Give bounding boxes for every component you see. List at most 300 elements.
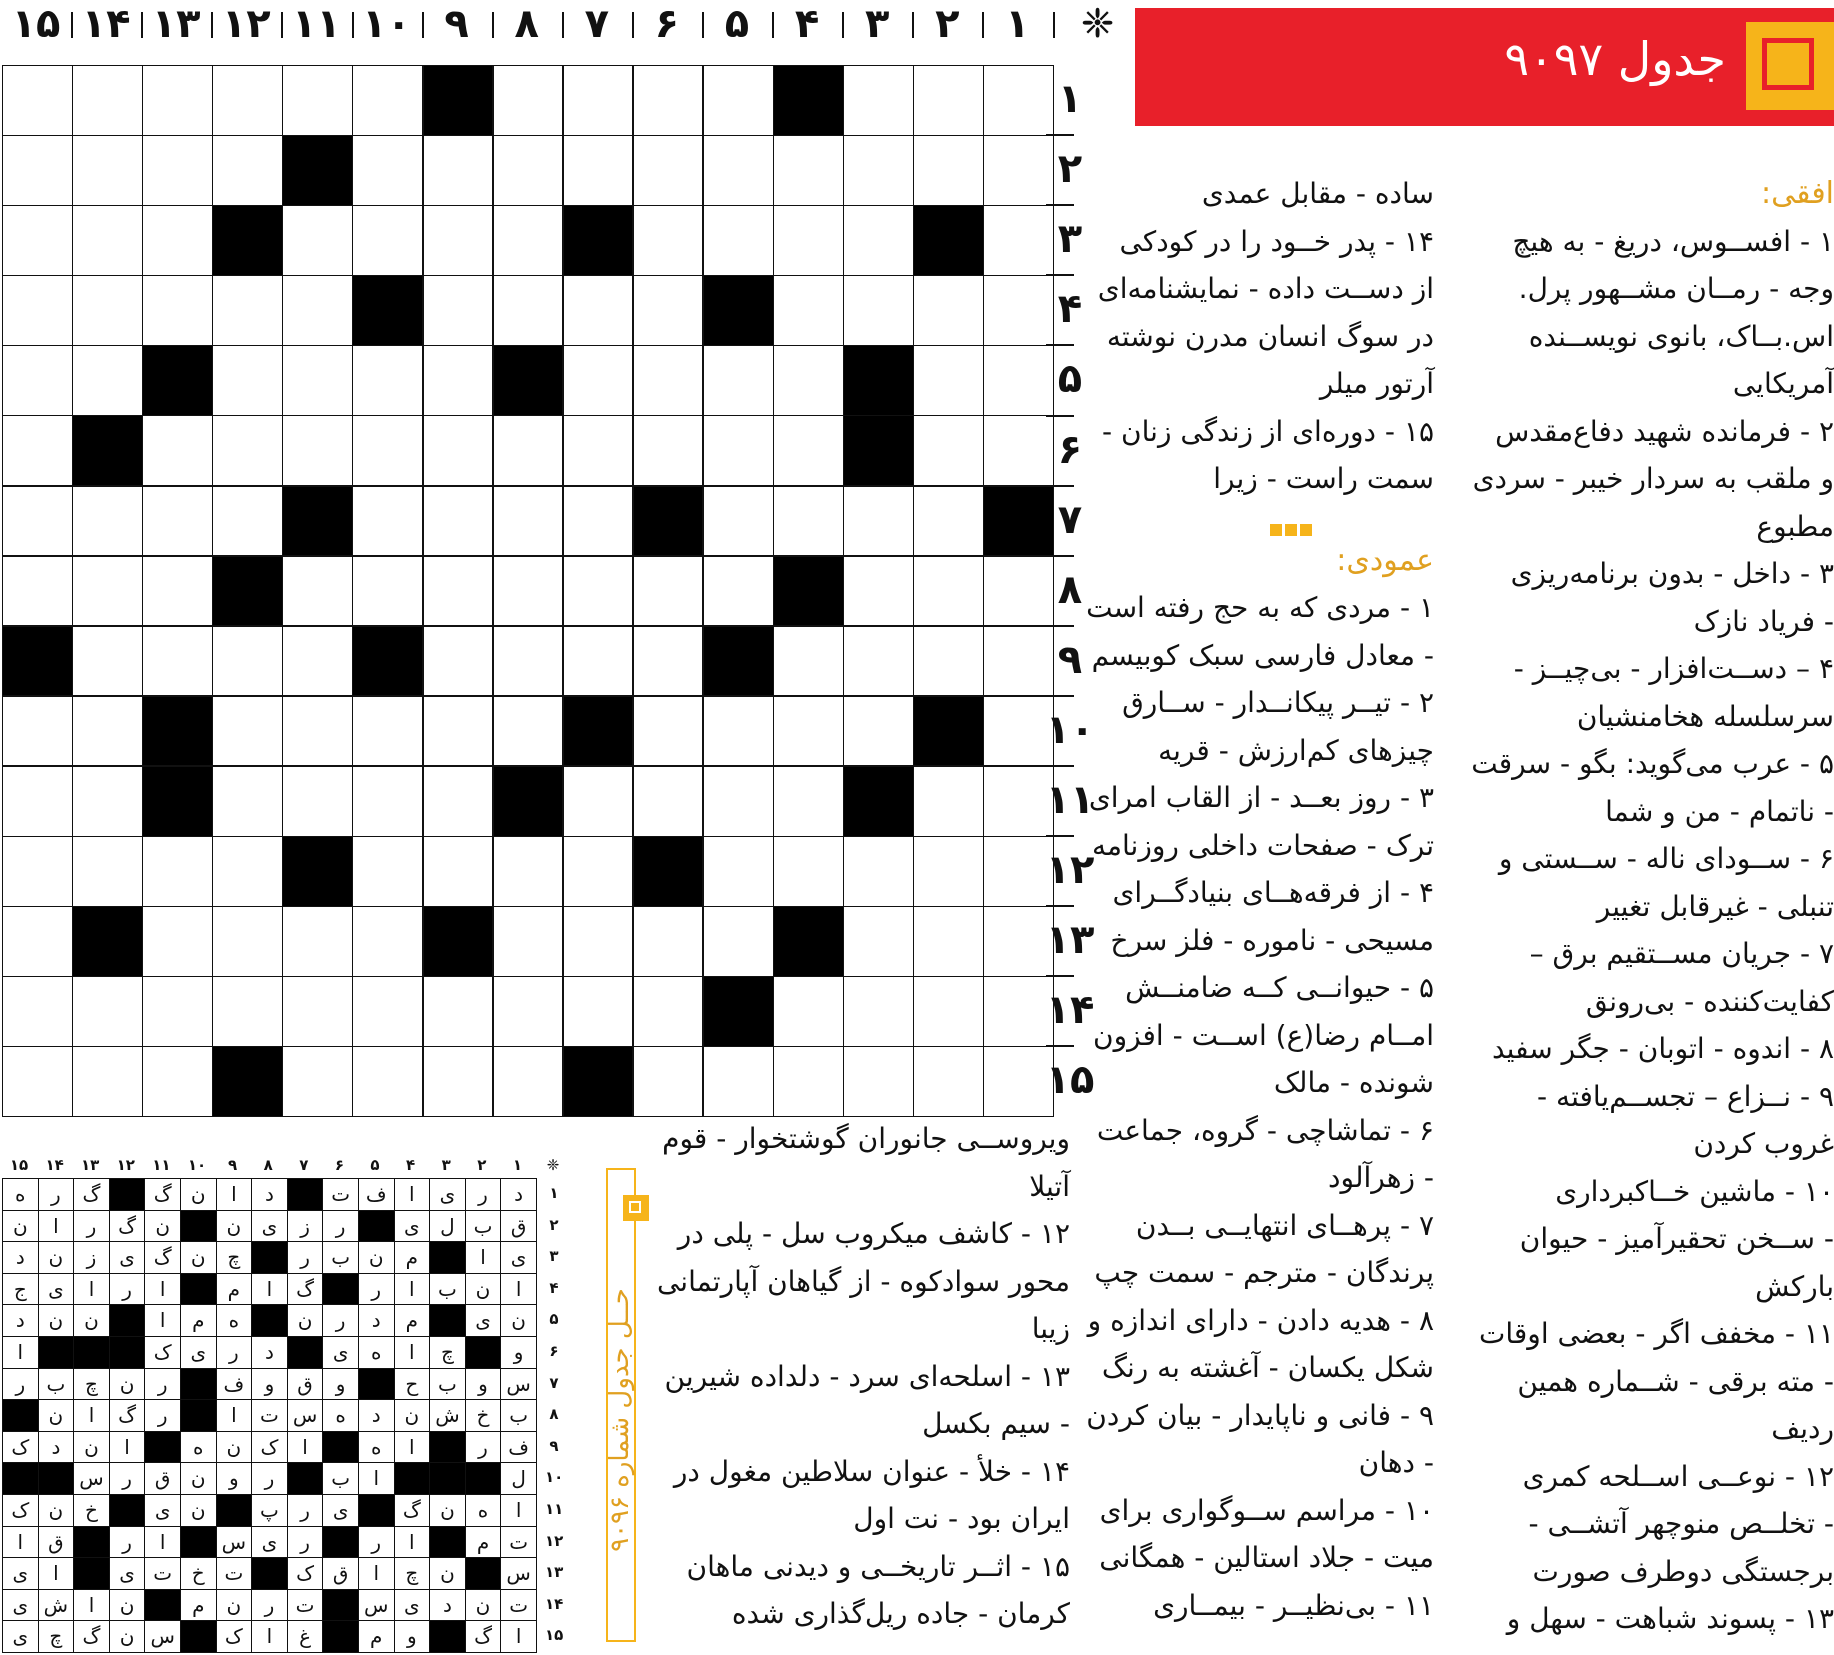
crossword-cell [774, 416, 843, 485]
solution-cell: و [501, 1337, 536, 1368]
solution-cell: ی [395, 1211, 430, 1242]
solution-cell: ا [252, 1621, 287, 1652]
crossword-cell [844, 697, 913, 766]
clue-line: - معادل فارسی سبک کوبیسم [1091, 638, 1434, 672]
solution-cell: ی [501, 1242, 536, 1273]
clue-line: - زهرآلود [1328, 1161, 1434, 1194]
solution-cell [39, 1337, 74, 1368]
solution-cell: ر [110, 1463, 145, 1494]
clue-line: ۱۲ - نوعــی اســلحه کمری [1522, 1459, 1834, 1493]
row-number: ۵ [1057, 356, 1083, 403]
row-divider [1046, 975, 1074, 977]
solution-cell [252, 1305, 287, 1336]
solution-cell: ت [252, 1400, 287, 1431]
solution-cell: چ [395, 1558, 430, 1589]
column-divider [141, 12, 143, 38]
solution-column-number: ۴ [406, 1156, 416, 1174]
crossword-cell [73, 1047, 142, 1116]
solution-cell [3, 1400, 38, 1431]
solution-cell [323, 1274, 358, 1305]
crossword-cell [704, 837, 773, 906]
solution-cell [288, 1337, 323, 1368]
crossword-cell [3, 206, 72, 275]
solution-cell: ر [3, 1369, 38, 1400]
solution-cell [323, 1590, 358, 1621]
crossword-cell [914, 136, 983, 205]
crossword-cell [73, 276, 142, 345]
crossword-cell [704, 416, 773, 485]
crossword-cell [424, 276, 493, 345]
solution-cell: ا [74, 1400, 109, 1431]
crossword-cell [634, 1047, 703, 1116]
column-number: ۴ [794, 1, 820, 47]
solution-cell: ن [217, 1211, 252, 1242]
crossword-cell [283, 557, 352, 626]
clue-line: چیزهای کم‌ارزش - قریه [1158, 733, 1434, 767]
crossword-cell [213, 907, 282, 976]
clue-line: ۲ - فرمانده شهید دفاع‌مقدس [1495, 414, 1834, 448]
solution-row-number: ۵ [549, 1310, 559, 1329]
clue-line: ۲ - تیــر پیکانــدار - ســارق [1122, 686, 1434, 719]
solution-cell: م [217, 1274, 252, 1305]
solution-cell: و [466, 1369, 501, 1400]
crossword-cell [73, 136, 142, 205]
crossword-cell [353, 66, 422, 135]
solution-cell: ا [359, 1558, 394, 1589]
solution-cell: م [466, 1527, 501, 1558]
solution-cell: ن [288, 1305, 323, 1336]
crossword-cell [73, 416, 142, 485]
column-divider [422, 12, 424, 38]
solution-cell: ن [359, 1242, 394, 1273]
solution-cell [74, 1527, 109, 1558]
crossword-cell [564, 346, 633, 415]
crossword-cell [283, 487, 352, 556]
clues-horizontal-column [1471, 170, 1834, 1643]
solution-cell [181, 1274, 216, 1305]
clue-line: ۹ - نــزاع – تجســم‌یافته - [1537, 1079, 1834, 1113]
solution-cell [359, 1369, 394, 1400]
column-number: ۲ [935, 1, 960, 47]
solution-cell: ا [145, 1305, 180, 1336]
solution-cell: چ [39, 1621, 74, 1652]
solution-cell: ا [110, 1432, 145, 1463]
solution-grid [2, 1178, 537, 1653]
column-number: ۷ [584, 1, 609, 47]
solution-cell: ز [74, 1242, 109, 1273]
solution-cell [466, 1337, 501, 1368]
solution-cell: ر [252, 1590, 287, 1621]
crossword-cell [213, 767, 282, 836]
row-divider [1046, 274, 1074, 276]
clue-line: ۱۰ - مراسم ســوگواری برای [1099, 1493, 1434, 1527]
crossword-cell [774, 487, 843, 556]
crossword-cell [914, 627, 983, 696]
clue-line: و ملقب به سردار خیبر - سردی [1472, 462, 1834, 495]
solution-cell: م [359, 1621, 394, 1652]
crossword-cell [353, 206, 422, 275]
solution-cell: و [252, 1369, 287, 1400]
row-number: ۱۳ [1045, 917, 1095, 964]
solution-cell: و [323, 1369, 358, 1400]
clue-line: مطبوع [1756, 509, 1834, 543]
crossword-cell [73, 837, 142, 906]
column-divider [912, 12, 914, 38]
solution-cell: ب [39, 1369, 74, 1400]
clue-line: - مته برقی - شــماره همین [1517, 1364, 1834, 1398]
crossword-cell [143, 557, 212, 626]
crossword-cell [564, 977, 633, 1046]
solution-cell: ر [359, 1274, 394, 1305]
crossword-cell [844, 767, 913, 836]
solution-cell: ت [501, 1527, 536, 1558]
clue-line: ۳ - داخل - بدون برنامه‌ریزی [1510, 557, 1834, 590]
clue-line: ردیف [1771, 1412, 1834, 1445]
clue-line: ۱۳ - اسلحه‌ای سرد - دلداده شیرین [664, 1359, 1070, 1393]
clue-line: میت - جلاد استالین - همگانی [1099, 1541, 1434, 1574]
crossword-cell [353, 627, 422, 696]
clue-line: امــام رضا(ع) اســت - افزون [1093, 1018, 1434, 1052]
solution-cell: ق [323, 1558, 358, 1589]
solution-cell: ف [501, 1432, 536, 1463]
column-divider [702, 12, 704, 38]
crossword-cell [844, 837, 913, 906]
clue-line: ۵ - عرب می‌گوید: بگو - سرقت [1471, 747, 1834, 780]
row-number: ۸ [1057, 566, 1083, 613]
solution-cell: م [181, 1305, 216, 1336]
solution-cell [3, 1463, 38, 1494]
solution-cell: ه [217, 1305, 252, 1336]
solution-cell [110, 1337, 145, 1368]
crossword-cell [283, 346, 352, 415]
crossword-cell [564, 276, 633, 345]
solution-row-number: ۱۱ [545, 1500, 564, 1518]
solution-cell [430, 1463, 465, 1494]
crossword-cell [914, 977, 983, 1046]
solution-cell: ن [39, 1242, 74, 1273]
crossword-cell [353, 907, 422, 976]
crossword-cell [213, 557, 282, 626]
clue-line: ۳ - روز بعــد - از القاب امرای [1088, 781, 1434, 814]
crossword-cell [634, 487, 703, 556]
crossword-cell [704, 487, 773, 556]
crossword-cell [73, 627, 142, 696]
clue-line: ۶ - تماشاچی - گروه، جماعت [1096, 1113, 1434, 1147]
solution-cell [359, 1495, 394, 1526]
solution-column-number: ۷ [299, 1156, 309, 1174]
crossword-cell [634, 206, 703, 275]
solution-cell: ف [217, 1369, 252, 1400]
clue-line: ۱ - مردی که به حج رفته است [1086, 591, 1434, 624]
crossword-cell [143, 136, 212, 205]
clue-line: ترک - صفحات داخلی روزنامه [1092, 828, 1434, 862]
solution-cell: ا [145, 1274, 180, 1305]
solution-cell: ا [395, 1179, 430, 1210]
crossword-cell [634, 697, 703, 766]
crossword-cell [844, 627, 913, 696]
crossword-cell [494, 276, 563, 345]
solution-cell: ا [3, 1337, 38, 1368]
clue-line: آرتور میلر [1319, 367, 1434, 400]
solution-cell: ت [288, 1590, 323, 1621]
crossword-cell [424, 767, 493, 836]
column-divider [982, 12, 984, 38]
solution-cell: پ [252, 1495, 287, 1526]
crossword-cell [424, 136, 493, 205]
column-divider [492, 12, 494, 38]
solution-cell: ا [501, 1495, 536, 1526]
crossword-cell [914, 276, 983, 345]
logo-icon [1746, 22, 1834, 110]
crossword-cell [143, 276, 212, 345]
solution-row-number: ۱۳ [545, 1563, 564, 1582]
solution-cell: غ [288, 1621, 323, 1652]
crossword-cell [283, 837, 352, 906]
solution-cell: ی [323, 1337, 358, 1368]
crossword-cell [424, 1047, 493, 1116]
row-number: ۲ [1057, 146, 1083, 193]
crossword-cell [143, 346, 212, 415]
crossword-cell [353, 346, 422, 415]
solution-cell: ت [501, 1590, 536, 1621]
crossword-cell [353, 767, 422, 836]
solution-cell: ه [323, 1400, 358, 1431]
crossword-cell [634, 276, 703, 345]
solution-cell [466, 1558, 501, 1589]
crossword-cell [424, 697, 493, 766]
crossword-cell [283, 697, 352, 766]
solution-cell: ی [323, 1495, 358, 1526]
solution-cell: ر [288, 1527, 323, 1558]
clue-line: شونده - مالک [1273, 1066, 1434, 1099]
crossword-cell [143, 627, 212, 696]
clue-line: ایران بود - نت اول [853, 1502, 1070, 1535]
column-number: ۶ [654, 1, 680, 47]
crossword-cell [564, 1047, 633, 1116]
solution-cell: چ [74, 1369, 109, 1400]
clue-line: اس.بــاک، بانوی نویســنده [1528, 319, 1834, 353]
solution-cell [110, 1305, 145, 1336]
solution-cell: ه [3, 1179, 38, 1210]
crossword-cell [844, 907, 913, 976]
solution-cell: گ [466, 1621, 501, 1652]
crossword-cell [283, 767, 352, 836]
crossword-cell [704, 136, 773, 205]
crossword-cell [494, 627, 563, 696]
crossword-cell [283, 907, 352, 976]
solution-cell [323, 1432, 358, 1463]
column-number: ۱ [1005, 1, 1030, 47]
crossword-cell [774, 1047, 843, 1116]
solution-cell: گ [145, 1242, 180, 1273]
clue-line: سرسلسله هخامنشیان [1576, 699, 1834, 733]
solution-cell [359, 1211, 394, 1242]
solution-cell: م [181, 1590, 216, 1621]
solution-row-number: ۴ [549, 1278, 559, 1297]
solution-cell: ن [74, 1305, 109, 1336]
column-divider [842, 12, 844, 38]
solution-cell: ح [395, 1369, 430, 1400]
solution-cell: ز [288, 1211, 323, 1242]
solution-cell: ا [3, 1527, 38, 1558]
solution-column-number: ۳ [441, 1156, 451, 1174]
solution-cell [430, 1621, 465, 1652]
crossword-cell [774, 66, 843, 135]
solution-cell: گ [74, 1179, 109, 1210]
crossword-cell [213, 487, 282, 556]
crossword-cell [704, 557, 773, 626]
crossword-cell [844, 487, 913, 556]
solution-cell: ک [252, 1432, 287, 1463]
crossword-cell [704, 907, 773, 976]
solution-cell: ا [359, 1463, 394, 1494]
row-divider [1046, 415, 1074, 417]
clue-line: بارکش [1755, 1269, 1834, 1303]
solution-cell: ی [430, 1179, 465, 1210]
solution-cell: ب [430, 1274, 465, 1305]
crossword-cell [73, 346, 142, 415]
crossword-cell [3, 487, 72, 556]
crossword-cell [774, 627, 843, 696]
solution-cell: ن [430, 1495, 465, 1526]
crossword-cell [353, 487, 422, 556]
row-divider [1046, 835, 1074, 837]
clue-line: ۱۱ - مخفف اگر - بعضی اوقات [1479, 1317, 1834, 1350]
row-number: ۱۵ [1045, 1057, 1095, 1104]
solution-cell: ا [217, 1179, 252, 1210]
solution-cell: ا [252, 1274, 287, 1305]
crossword-cell [914, 346, 983, 415]
clue-line: آمریکایی [1732, 367, 1834, 400]
crossword-cell [774, 346, 843, 415]
solution-row-number: ۱۵ [545, 1626, 564, 1645]
column-number: ۹ [444, 1, 469, 47]
clues-vertical-continued-column [656, 1115, 1070, 1638]
crossword-cell [844, 66, 913, 135]
solution-cell: ه [181, 1432, 216, 1463]
crossword-cell [353, 416, 422, 485]
crossword-cell [424, 346, 493, 415]
clue-line: شکل یکسان - آغشته به رنگ [1101, 1351, 1434, 1384]
row-number: ۳ [1057, 216, 1083, 263]
solution-cell [323, 1621, 358, 1652]
crossword-cell [634, 627, 703, 696]
solution-cell [181, 1369, 216, 1400]
crossword-cell [914, 66, 983, 135]
solution-cell: ن [110, 1621, 145, 1652]
row-divider [1046, 1045, 1074, 1047]
solution-cell: س [74, 1463, 109, 1494]
clue-line: کرمان - جاده ریل‌گذاری شده [731, 1597, 1070, 1630]
crossword-cell [704, 1047, 773, 1116]
crossword-cell [3, 767, 72, 836]
solution-cell [181, 1527, 216, 1558]
row-number: ۶ [1057, 426, 1083, 473]
clue-line: ۱۱ - بی‌نظیــر - بیمــاری [1153, 1588, 1434, 1622]
solution-cell: ف [359, 1179, 394, 1210]
solution-cell [288, 1179, 323, 1210]
clue-line: تنبلی - غیرقابل تغییر [1596, 889, 1834, 923]
solution-cell: ن [181, 1463, 216, 1494]
clue-line: ۷ - پرهــای انتهایــی بــدن [1135, 1208, 1434, 1242]
solution-cell: گ [110, 1211, 145, 1242]
crossword-cell [3, 627, 72, 696]
crossword-cell [283, 66, 352, 135]
page-title: جدول ۹۰۹۷ [1504, 32, 1726, 86]
solution-cell: ی [466, 1305, 501, 1336]
crossword-cell [353, 837, 422, 906]
clue-line: سمت راست - زیرا [1213, 462, 1434, 495]
clue-line: ۱۵ - اثــر تاریخــی و دیدنی ماهان [686, 1549, 1070, 1583]
column-divider [281, 12, 283, 38]
solution-cell: ر [252, 1463, 287, 1494]
solution-cell: ا [395, 1432, 430, 1463]
clue-line: کفایت‌کننده - بی‌رونق [1585, 984, 1834, 1018]
crossword-cell [143, 1047, 212, 1116]
crossword-cell [844, 557, 913, 626]
solution-cell: ن [145, 1211, 180, 1242]
solution-cell: ه [359, 1432, 394, 1463]
solution-cell: س [217, 1527, 252, 1558]
solution-cell: ا [501, 1274, 536, 1305]
clue-line: پرندگان - مترجم - سمت چپ [1094, 1256, 1434, 1289]
crossword-cell [213, 416, 282, 485]
solution-column-number: ۱۵ [9, 1156, 29, 1174]
solution-cell: ر [145, 1369, 180, 1400]
crossword-cell [353, 1047, 422, 1116]
clue-line: - دهان [1358, 1446, 1434, 1479]
page-header [1135, 8, 1834, 126]
solution-cell: ن [430, 1558, 465, 1589]
crossword-cell [844, 977, 913, 1046]
crossword-cell [3, 1047, 72, 1116]
solution-cell: ر [39, 1179, 74, 1210]
solution-cell: ا [39, 1558, 74, 1589]
column-divider [352, 12, 354, 38]
crossword-cell [564, 627, 633, 696]
crossword-cell [73, 697, 142, 766]
solution-cell: د [252, 1179, 287, 1210]
row-divider [1046, 555, 1074, 557]
crossword-cell [3, 276, 72, 345]
crossword-cell [143, 907, 212, 976]
crossword-cell [774, 557, 843, 626]
solution-cell: گ [110, 1400, 145, 1431]
crossword-cell [704, 276, 773, 345]
crossword-cell [564, 837, 633, 906]
solution-cell: د [430, 1590, 465, 1621]
solution-cell: ق [39, 1527, 74, 1558]
column-number: ۳ [864, 1, 890, 47]
crossword-cell [494, 487, 563, 556]
solution-column-number: ۹ [228, 1156, 238, 1174]
solution-column-number: ۱۰ [187, 1156, 207, 1174]
solution-cell [252, 1558, 287, 1589]
crossword-cell [424, 977, 493, 1046]
crossword-cell [774, 136, 843, 205]
crossword-cell [143, 66, 212, 135]
solution-cell: و [217, 1463, 252, 1494]
crossword-cell [914, 837, 983, 906]
crossword-cell [353, 557, 422, 626]
crossword-cell [634, 66, 703, 135]
solution-cell [110, 1179, 145, 1210]
column-number: ۱۳ [151, 1, 201, 47]
clue-line: ۱ - افســوس، دریغ - به هیچ [1512, 224, 1834, 258]
solution-cell: ر [288, 1242, 323, 1273]
crossword-cell [494, 206, 563, 275]
solution-cell: ه [359, 1337, 394, 1368]
